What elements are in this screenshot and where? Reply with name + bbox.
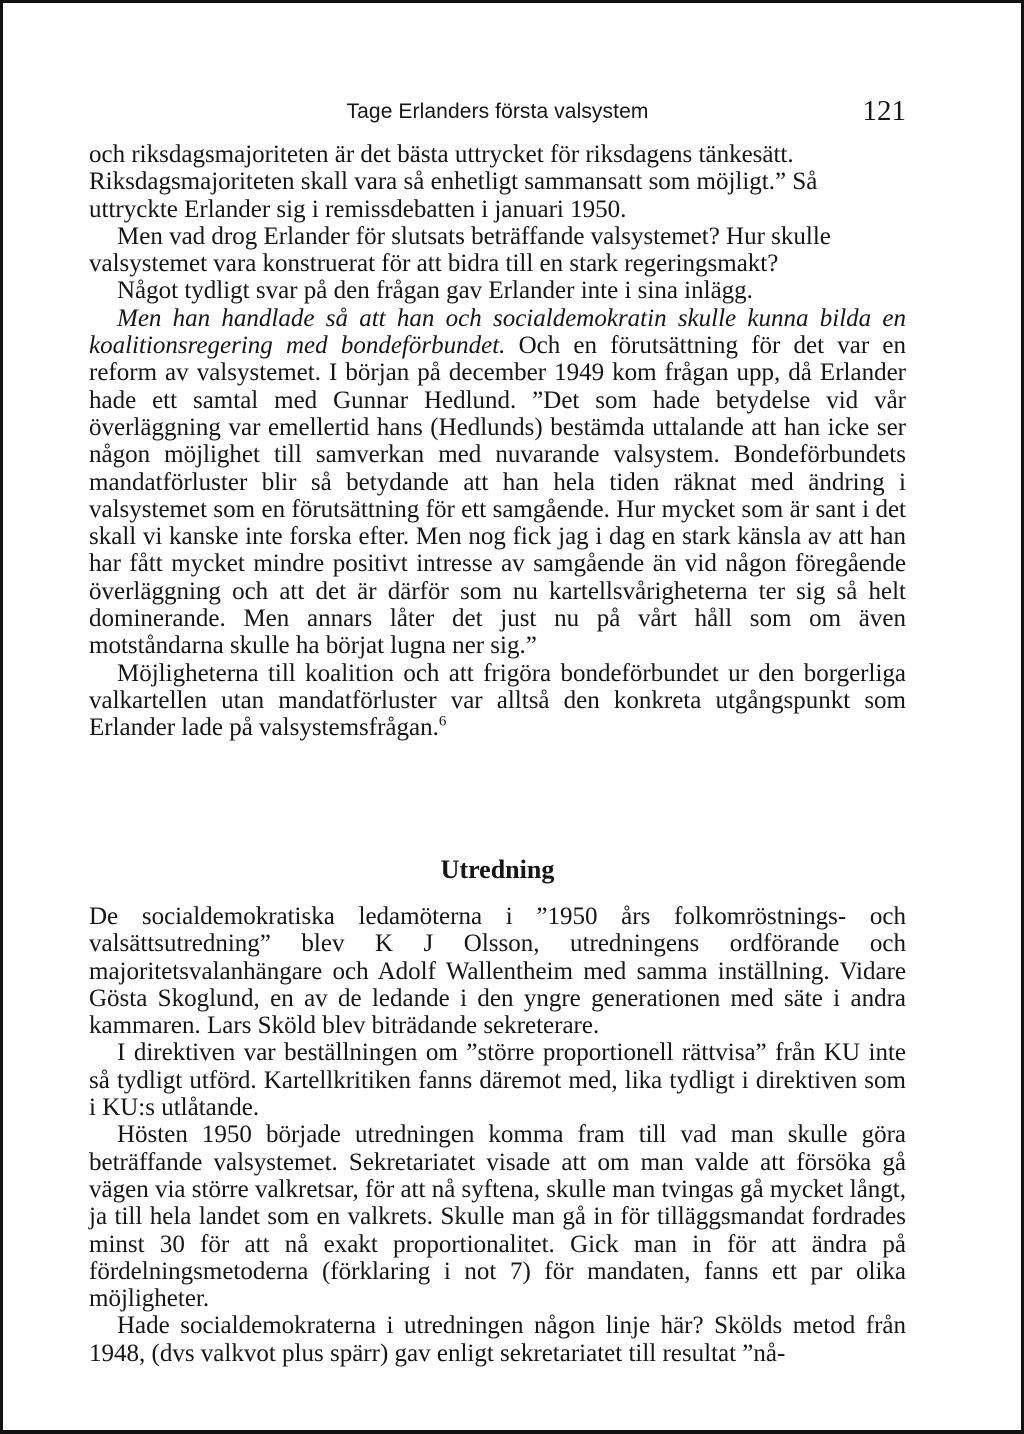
section-heading: Utredning — [440, 855, 555, 884]
page-number: 121 — [862, 95, 906, 127]
paragraph-5 — [89, 660, 906, 742]
text-block-intro — [89, 141, 906, 742]
page-header — [89, 92, 906, 132]
running-title: Tage Erlanders första valsystem — [346, 100, 649, 123]
paragraph-2: Men vad drog Erlander för slutsats beträffande valsystemet? Hur skulle valsystemet vara konstruerat för att bidra till en stark regeringsmakt? — [89, 222, 831, 278]
paragraph-8: Hösten 1950 började utredningen komma fram till vad man skulle göra beträffande valsystemet. Sekretariatet visade att om man valde att försöka gå vägen via större valkretsar, för att nå syftena, skulle man tvingas gå mycket långt, ja till hela landet som en valkrets. Skulle man gå in för tilläggsmandat fordrades minst 30 för att nå exakt proportionalitet. Gick man in för att ändra på fördelningsmetoderna (förklaring i not 7) för mandaten, fanns ett par olika möjligheter. — [89, 1121, 906, 1313]
paragraph-4-text: Och en förutsättning för det var en reform av valsystemet. I början på december 1949 kom frågan upp, då Erlander hade ett samtal med Gunnar Hedlund. ”Det som hade betydelse vid vår överläggning var emellertid hans (Hedlunds) bestämda uttalande att han icke ser någon möjlighet till samverkan med nuvarande valsystem. Bondeförbundets mandatförluster blir så betydande att han hela tiden räknat med ändring i valsystemet som en förutsättning för ett samgående. Hur mycket som är sant i det skall vi kanske inte forska efter. Men nog fick jag i dag en stark känsla av att han har fått mycket mindre positivt intresse av samgående än vid någon föregående överläggning och att det är därför som nu kartellsvårigheterna ter sig så helt dominerande. Men annars låter det just nu på vårt håll som om även motståndarna skulle ha börjat lugna ner sig.” — [89, 332, 906, 660]
paragraph-9: Hade socialdemokraterna i utredningen någon linje här? Skölds metod från 1948, (dvs valkvot plus spärr) gav enligt sekretariatet till resultat ”nå- — [89, 1312, 906, 1367]
paragraph-6: De socialdemokratiska ledamöterna i ”1950 års folkomröstnings- och valsättsutredning” blev K J Olsson, utredningens ordförande och majoritetsvalanhängare och Adolf Wallentheim med samma inställning. Vidare Gösta Skoglund, en av de ledande i den yngre generationen med säte i andra kammaren. Lars Sköld blev biträdande sekreterare. — [89, 903, 906, 1040]
scan-border-top — [0, 0, 1024, 3]
text-block-utredning — [89, 903, 906, 1367]
footnote-marker: 6 — [438, 713, 447, 730]
paragraph-7: I direktiven var beställningen om ”större proportionell rättvisa” från KU inte så tydligt utförd. Kartellkritiken fanns däremot med, lika tydligt i direktiven som i KU:s utlåtande. — [89, 1039, 906, 1122]
scan-border-left — [0, 0, 3, 1434]
paragraph-3: Något tydligt svar på den frågan gav Erlander inte i sina inlägg. — [117, 277, 753, 305]
scan-border-bottom — [0, 1430, 1024, 1434]
paragraph-4 — [89, 305, 906, 660]
paragraph-5-text: Möjligheterna till koalition och att frigöra bondeförbundet ur den borgerliga valkartellen utan mandatförluster var alltså den konkreta utgångspunkt som Erlander lade på valsystemsfrågan. — [89, 659, 906, 742]
paragraph-1: och riksdagsmajoriteten är det bästa uttrycket för riksdagens tänkesätt. Riksdagsmajoriteten skall vara så enhetligt sammansatt som möjligt.” Så uttryckte Erlander sig i remissdebatten i januari 1950. — [89, 141, 818, 223]
italic-emphasis: Men han handlade så att han och socialdemokratin skulle kunna bilda en koalitionsregering med bondeförbundet. — [89, 304, 906, 360]
